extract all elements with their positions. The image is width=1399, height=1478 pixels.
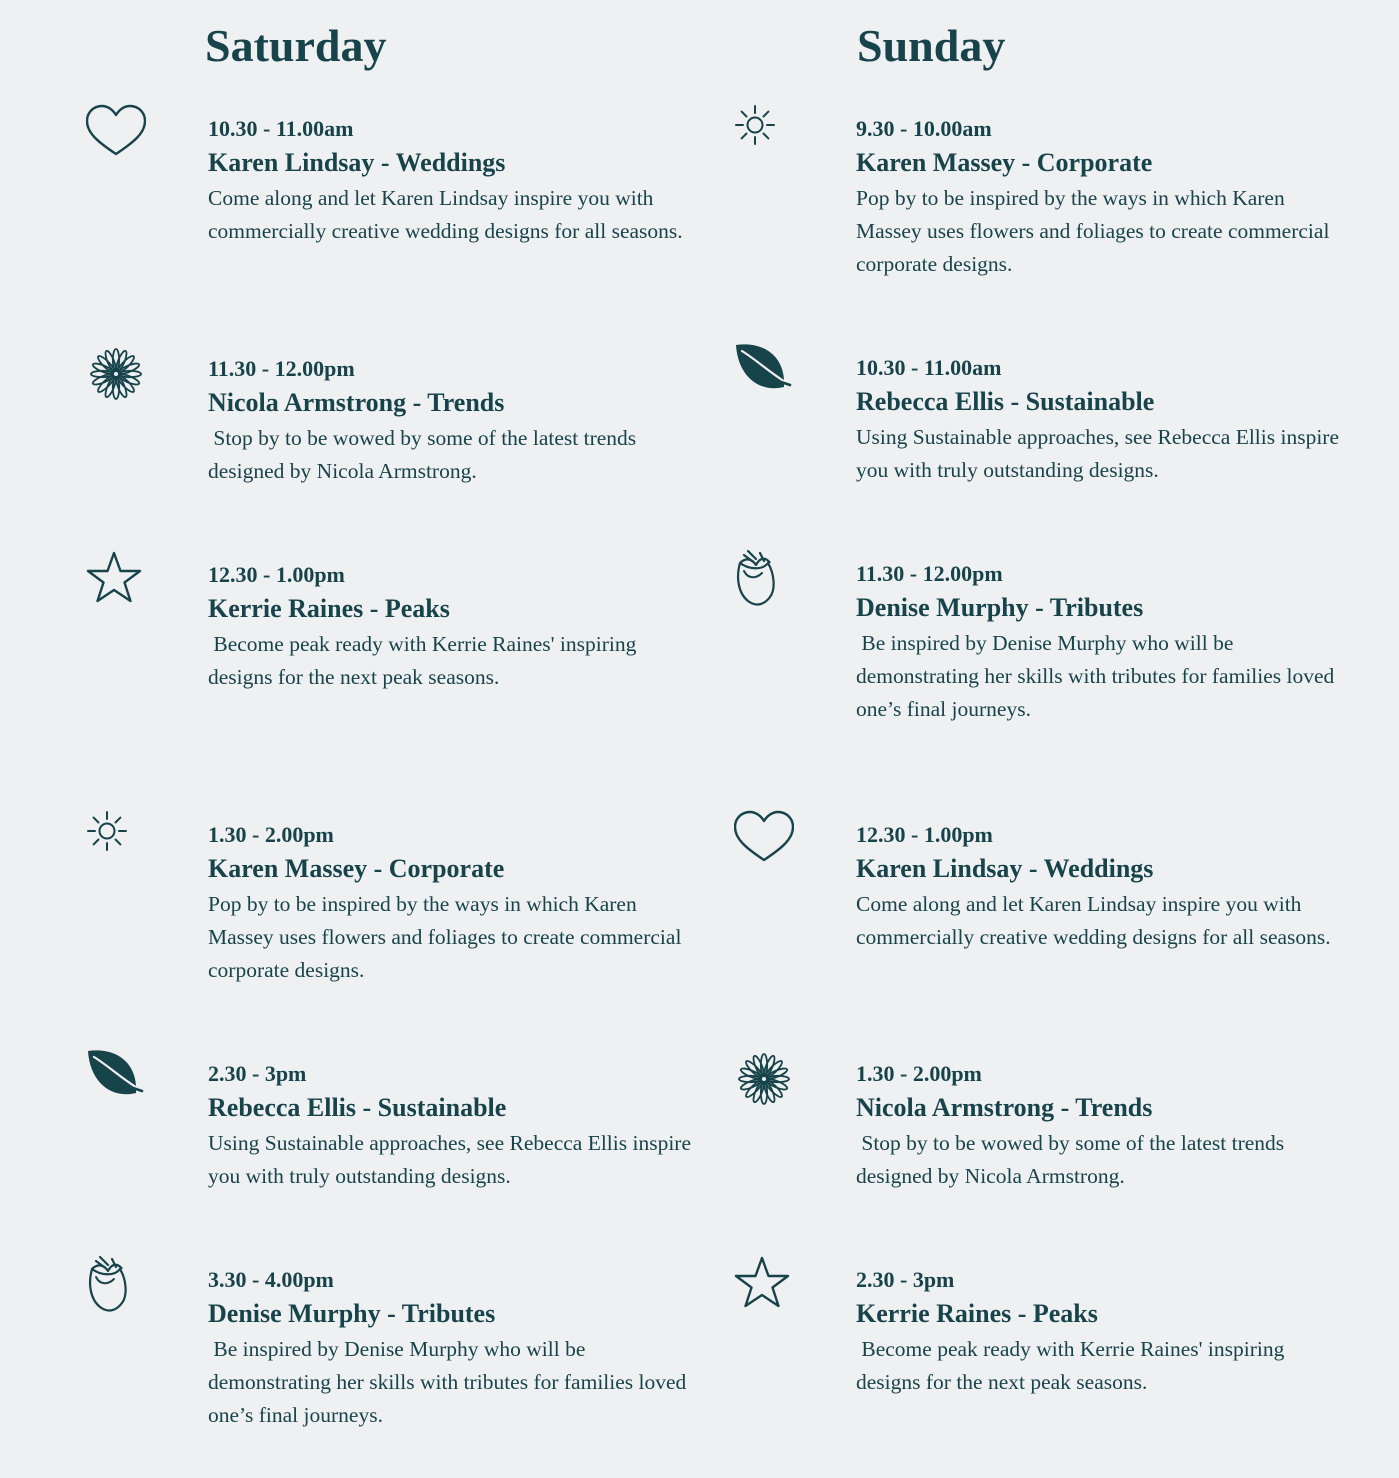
session-title: Kerrie Raines - Peaks — [856, 1299, 1098, 1328]
session-title: Nicola Armstrong - Trends — [856, 1093, 1153, 1122]
session-title: Karen Massey - Corporate — [856, 148, 1153, 177]
session-time: 9.30 - 10.00am — [856, 116, 992, 141]
session-description: Become peak ready with Kerrie Raines' inspiring designs for the next peak seasons. — [208, 632, 642, 689]
sunday-heading: Sunday — [857, 20, 1006, 71]
star-icon — [734, 1255, 794, 1315]
sun-icon — [86, 810, 146, 870]
session-title: Rebecca Ellis - Sustainable — [208, 1093, 507, 1122]
session-description: Pop by to be inspired by the ways in which Karen Massey uses flowers and foliages to create commercial corporate designs. — [208, 892, 687, 982]
session-time: 11.30 - 12.00pm — [208, 356, 355, 381]
daisy-icon — [86, 344, 146, 404]
session-description: Pop by to be inspired by the ways in which Karen Massey uses flowers and foliages to create commercial corporate designs. — [856, 186, 1335, 276]
session-description: Using Sustainable approaches, see Rebecca Ellis inspire you with truly outstanding designs. — [208, 1131, 697, 1188]
session-time: 2.30 - 3pm — [208, 1061, 307, 1086]
session-time: 11.30 - 12.00pm — [856, 561, 1003, 586]
rose-icon — [86, 1255, 146, 1315]
sun-icon — [734, 104, 794, 164]
session-description: Using Sustainable approaches, see Rebecca Ellis inspire you with truly outstanding designs. — [856, 425, 1345, 482]
session-title: Nicola Armstrong - Trends — [208, 388, 505, 417]
heart-icon — [86, 104, 146, 164]
session-description: Come along and let Karen Lindsay inspire you with commercially creative wedding designs for all seasons. — [208, 186, 683, 243]
session-title: Karen Lindsay - Weddings — [856, 854, 1154, 883]
star-icon — [86, 550, 146, 610]
session-title: Denise Murphy - Tributes — [856, 593, 1144, 622]
session-time: 12.30 - 1.00pm — [208, 562, 345, 587]
session-description: Stop by to be wowed by some of the latest trends designed by Nicola Armstrong. — [208, 426, 642, 483]
session-time: 10.30 - 11.00am — [856, 355, 1002, 380]
session-time: 1.30 - 2.00pm — [856, 1061, 982, 1086]
session-description: Come along and let Karen Lindsay inspire you with commercially creative wedding designs for all seasons. — [856, 892, 1331, 949]
session-description: Stop by to be wowed by some of the latest trends designed by Nicola Armstrong. — [856, 1131, 1290, 1188]
leaf-icon — [734, 343, 794, 403]
session-title: Rebecca Ellis - Sustainable — [856, 387, 1155, 416]
rose-icon — [734, 549, 794, 609]
session-description: Be inspired by Denise Murphy who will be demonstrating her skills with tributes for families loved one’s final journeys. — [856, 631, 1340, 721]
heart-icon — [734, 810, 794, 870]
session-title: Karen Lindsay - Weddings — [208, 148, 506, 177]
session-title: Kerrie Raines - Peaks — [208, 594, 450, 623]
session-time: 3.30 - 4.00pm — [208, 1267, 334, 1292]
session-title: Denise Murphy - Tributes — [208, 1299, 496, 1328]
session-title: Karen Massey - Corporate — [208, 854, 505, 883]
daisy-icon — [734, 1049, 794, 1109]
session-description: Be inspired by Denise Murphy who will be demonstrating her skills with tributes for families loved one’s final journeys. — [208, 1337, 692, 1427]
saturday-heading: Saturday — [205, 20, 387, 71]
session-time: 10.30 - 11.00am — [208, 116, 354, 141]
session-time: 1.30 - 2.00pm — [208, 822, 334, 847]
session-description: Become peak ready with Kerrie Raines' inspiring designs for the next peak seasons. — [856, 1337, 1290, 1394]
leaf-icon — [86, 1049, 146, 1109]
session-time: 2.30 - 3pm — [856, 1267, 955, 1292]
session-time: 12.30 - 1.00pm — [856, 822, 993, 847]
